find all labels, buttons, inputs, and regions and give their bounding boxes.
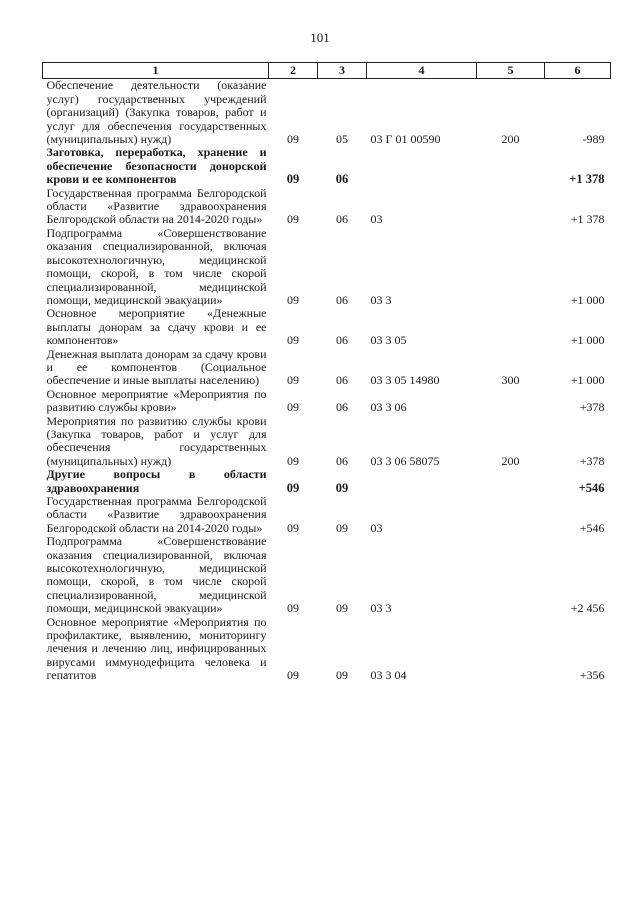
row-subsection: 09 — [336, 520, 348, 535]
row-name: Подпрограмма «Совершенствование оказания специализированной, включая высокотехнологичную, медицинской помощи, скорой, в том числе скорой специализированной, медицинской помощи, медицинской эвакуации» — [46, 225, 267, 307]
table-row — [43, 348, 611, 388]
header-col-1: 1 — [43, 63, 269, 79]
row-expense-type — [477, 187, 545, 227]
row-name: Основное мероприятие «Мероприятия по развитию службы крови» — [46, 386, 267, 415]
row-target-code: 03 3 — [370, 292, 392, 307]
table-row — [43, 616, 611, 683]
row-amount: +378 — [579, 453, 605, 468]
table-row — [43, 79, 611, 147]
row-name: Мероприятия по развитию службы крови (Закупка товаров, работ и услуг для обеспечения государственных (муниципальных) нужд) — [46, 413, 267, 468]
row-name: Государственная программа Белгородской области «Развитие здравоохранения Белгородской области на 2014-2020 годы» — [46, 494, 267, 535]
row-name: Заготовка, переработка, хранение и обеспечение безопасности донорской крови и ее компонентов — [46, 145, 267, 187]
row-subsection: 06 — [336, 292, 348, 307]
header-col-6: 6 — [545, 63, 611, 79]
row-subsection: 09 — [336, 668, 348, 683]
row-name: Обеспечение деятельности (оказание услуг) государственных учреждений (организаций) (Закупка товаров, работ и услуг для обеспечения государственных (муниципальных) нужд) — [46, 78, 267, 147]
row-target-code — [367, 146, 477, 186]
header-col-5: 5 — [477, 63, 545, 79]
row-subsection: 06 — [336, 400, 348, 415]
row-amount: +1 378 — [570, 212, 605, 227]
table-row — [43, 146, 611, 186]
row-amount: +356 — [579, 668, 605, 683]
row-subsection: 06 — [336, 373, 348, 388]
row-expense-type — [477, 307, 545, 347]
row-amount: +378 — [579, 400, 605, 415]
row-target-code: 03 3 06 — [370, 400, 407, 415]
row-subsection: 06 — [336, 212, 348, 227]
page-number: 101 — [310, 30, 330, 45]
row-section: 09 — [286, 480, 300, 495]
table-row — [43, 415, 611, 469]
row-amount: +1 000 — [570, 373, 605, 388]
header-col-3: 3 — [318, 63, 367, 79]
row-target-code: 03 3 05 — [370, 333, 407, 348]
row-target-code — [367, 468, 477, 495]
table-row — [43, 535, 611, 615]
budget-table — [42, 62, 611, 683]
row-subsection: 06 — [335, 172, 349, 187]
row-target-code: 03 — [370, 520, 383, 535]
row-section: 09 — [287, 453, 299, 468]
row-target-code: 03 3 04 — [370, 668, 407, 683]
table-row — [43, 495, 611, 535]
row-name: Основное мероприятие «Денежные выплаты донорам за сдачу крови и ее компонентов» — [46, 306, 267, 348]
row-expense-type — [477, 616, 545, 683]
row-subsection: 06 — [336, 453, 348, 468]
row-section: 09 — [287, 520, 299, 535]
row-expense-type — [477, 468, 545, 495]
row-expense-type — [477, 146, 545, 186]
row-target-code: 03 — [370, 212, 383, 227]
row-amount: +1 378 — [569, 172, 605, 187]
row-amount: +1 000 — [570, 333, 605, 348]
row-name: Государственная программа Белгородской области «Развитие здравоохранения Белгородской области на 2014-2020 годы» — [46, 185, 267, 227]
row-target-code: 03 Г 01 00590 — [370, 132, 441, 147]
row-target-code: 03 3 — [370, 601, 392, 616]
row-amount: -989 — [582, 132, 605, 147]
table-row — [43, 227, 611, 307]
row-subsection: 09 — [335, 480, 349, 495]
table-header-row — [43, 63, 611, 79]
row-name: Денежная выплата донорам за сдачу крови и ее компонентов (Социальное обеспечение и иные выплаты населению) — [46, 346, 267, 388]
row-amount: +2 456 — [570, 601, 605, 616]
header-col-2: 2 — [269, 63, 318, 79]
row-name: Основное мероприятие «Мероприятия по профилактике, выявлению, мониторингу лечения и лечению лиц, инфицированных вирусами иммунодефицита человека и гепатитов — [46, 614, 267, 683]
row-expense-type: 300 — [501, 373, 520, 388]
row-name: Подпрограмма «Совершенствование оказания специализированной, включая высокотехнологичную, медицинской помощи, скорой, в том числе скорой специализированной, медицинской помощи, медицинской эвакуации» — [46, 534, 267, 616]
header-col-4: 4 — [367, 63, 477, 79]
row-section: 09 — [287, 373, 299, 388]
row-subsection: 05 — [336, 132, 348, 147]
row-expense-type: 200 — [501, 132, 520, 147]
row-amount: +546 — [579, 520, 605, 535]
row-expense-type — [477, 495, 545, 535]
table-row — [43, 468, 611, 495]
row-subsection: 06 — [336, 333, 348, 348]
row-name: Другие вопросы в области здравоохранения — [46, 467, 267, 495]
row-subsection: 09 — [336, 601, 348, 616]
table-row — [43, 307, 611, 347]
row-section: 09 — [287, 212, 299, 227]
row-amount: +1 000 — [570, 292, 605, 307]
row-section: 09 — [287, 333, 299, 348]
row-expense-type — [477, 388, 545, 415]
row-expense-type: 200 — [501, 453, 520, 468]
row-section: 09 — [286, 172, 300, 187]
row-target-code: 03 3 06 58075 — [370, 453, 440, 468]
row-section: 09 — [287, 400, 299, 415]
row-section: 09 — [287, 132, 299, 147]
row-section: 09 — [287, 601, 299, 616]
row-section: 09 — [287, 668, 299, 683]
row-amount: +546 — [578, 480, 605, 495]
row-expense-type — [477, 535, 545, 615]
row-section: 09 — [287, 292, 299, 307]
row-expense-type — [477, 227, 545, 307]
table-row — [43, 187, 611, 227]
row-target-code: 03 3 05 14980 — [370, 373, 440, 388]
table-row — [43, 388, 611, 415]
table-body — [43, 79, 611, 683]
